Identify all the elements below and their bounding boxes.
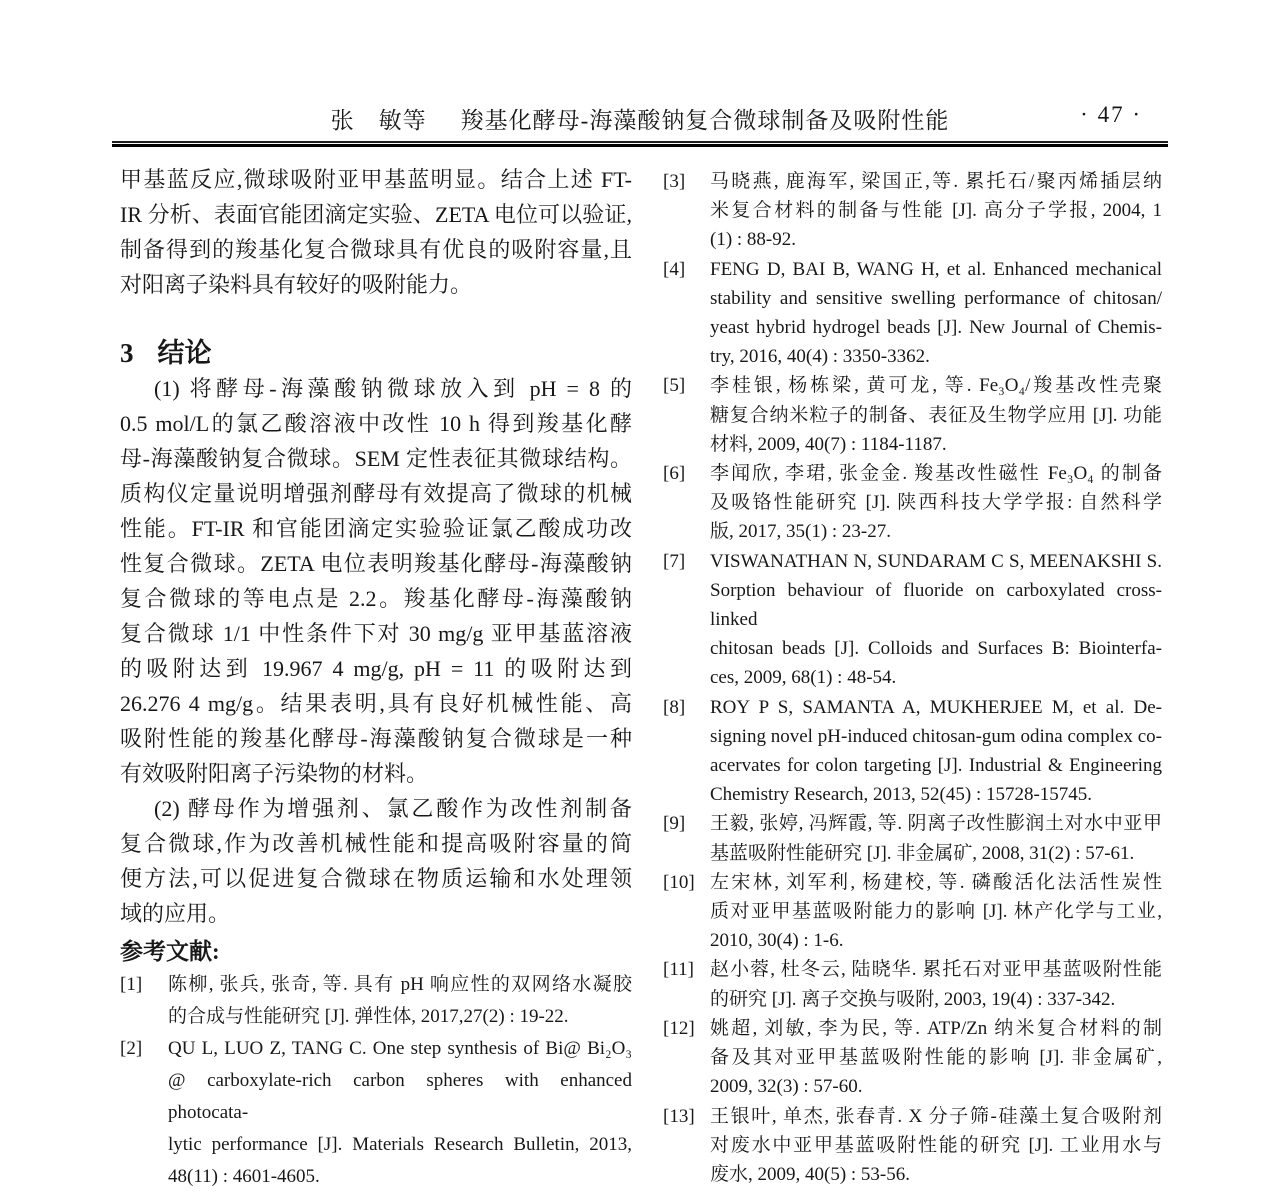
reference-item (663, 371, 1162, 459)
reference-line: VISWANATHAN N, SUNDARAM C S, MEENAKSHI S. (710, 550, 1162, 572)
reference-line: lytic performance [J]. Materials Research Bulletin, 2013, (168, 1134, 632, 1155)
section-title: 结论 (157, 338, 212, 368)
reference-line: 备及其对亚甲基蓝吸附性能的影响 [J]. 非金属矿, (710, 1047, 1162, 1069)
reference-list-left (120, 969, 632, 1193)
reference-item (120, 1033, 632, 1193)
reference-line: 李闻欣, 李珺, 张金金. 羧基改性磁性 Fe₃O₄ 的制备 (710, 463, 1162, 485)
reference-line: 王毅, 张婷, 冯辉霞, 等. 阴离子改性膨润土对水中亚甲 (710, 813, 1162, 835)
reference-item (663, 1102, 1162, 1190)
text-line: 制备得到的羧基化复合微球具有优良的吸附容量,且 (120, 237, 632, 262)
reference-line: 陈柳, 张兵, 张奇, 等. 具有 pH 响应性的双网络水凝胶 (168, 974, 632, 995)
conclusion-paragraph-1 (120, 371, 632, 791)
reference-line: 2009, 32(3) : 57-60. (710, 1076, 863, 1098)
reference-line: stability and sensitive swelling performance of chitosan/ (710, 287, 1162, 309)
reference-line: 马晓燕, 鹿海军, 梁国正,等. 累托石/聚丙烯插层纳 (710, 171, 1162, 192)
reference-text (710, 693, 1162, 810)
text-line: (1) 将酵母-海藻酸钠微球放入到 pH = 8 的 (154, 376, 632, 401)
reference-item (663, 547, 1162, 693)
reference-line: 王银叶, 单杰, 张春青. X 分子筛-硅藻土复合吸附剂 (710, 1105, 1162, 1127)
reference-label: [11] (663, 959, 694, 981)
reference-line: signing novel pH-induced chitosan-gum odina complex co- (710, 725, 1162, 747)
right-column (663, 165, 1162, 1189)
reference-line: 姚超, 刘敏, 李为民, 等. ATP/Zn 纳米复合材料的制 (710, 1017, 1162, 1039)
running-head-title: 羧基化酵母-海藻酸钠复合微球制备及吸附性能 (460, 108, 950, 133)
reference-text (710, 371, 1162, 459)
text-line: 0.5 mol/L的氯乙酸溶液中改性 10 h 得到羧基化酵 (120, 411, 632, 436)
text-line: 对阳离子染料具有较好的吸附能力。 (120, 272, 473, 297)
reference-text (710, 809, 1162, 867)
reference-text (710, 459, 1162, 547)
reference-text (168, 969, 632, 1033)
reference-label: [9] (663, 813, 686, 835)
reference-label: [7] (663, 550, 686, 572)
reference-text (168, 1033, 632, 1193)
text-line: 性能。FT-IR 和官能团滴定实验验证氯乙酸成功改 (120, 516, 632, 541)
reference-label: [4] (663, 258, 686, 280)
page-number: · 47 · (1080, 102, 1142, 127)
references-heading: 参考文献: (120, 939, 220, 964)
text-line: 复合微球,作为改善机械性能和提高吸附容量的简 (120, 831, 632, 856)
reference-item (120, 969, 632, 1033)
reference-line: chitosan beads [J]. Colloids and Surfaces B: Biointerfa- (710, 638, 1162, 660)
reference-text (710, 868, 1162, 956)
reference-label: [13] (663, 1105, 695, 1127)
reference-line: @ carboxylate-rich carbon spheres with enhanced photocata- (168, 1070, 632, 1123)
reference-label: [3] (663, 171, 686, 192)
reference-label: [10] (663, 871, 695, 893)
reference-line: 对废水中亚甲基蓝吸附性能的研究 [J]. 工业用水与 (710, 1134, 1162, 1156)
text-line: 母-海藻酸钠复合微球。SEM 定性表征其微球结构。 (120, 446, 632, 471)
text-line: 的吸附达到 19.967 4 mg/g, pH = 11 的吸附达到 (120, 656, 632, 681)
reference-item (663, 809, 1162, 867)
reference-line: 基蓝吸附性能研究 [J]. 非金属矿, 2008, 31(2) : 57-61. (710, 842, 1135, 864)
reference-item (663, 955, 1162, 1013)
reference-item (663, 167, 1162, 255)
reference-label: [12] (663, 1017, 695, 1039)
reference-line: yeast hybrid hydrogel beads [J]. New Journal of Chemis- (710, 317, 1162, 339)
reference-label: [5] (663, 375, 686, 397)
reference-line: 的合成与性能研究 [J]. 弹性体, 2017,27(2) : 19-22. (168, 1006, 569, 1027)
reference-item (663, 693, 1162, 810)
reference-line: 质对亚甲基蓝吸附能力的影响 [J]. 林产化学与工业, (710, 901, 1162, 923)
section-heading (120, 335, 632, 371)
reference-line: 48(11) : 4601-4605. (168, 1166, 320, 1187)
text-line: 便方法,可以促进复合微球在物质运输和水处理领 (120, 866, 632, 891)
reference-item (663, 459, 1162, 547)
running-head-authors: 张 敏等 (330, 108, 427, 133)
text-line: 复合微球 1/1 中性条件下对 30 mg/g 亚甲基蓝溶液 (120, 621, 632, 646)
reference-label: [1] (120, 974, 143, 995)
reference-item (663, 255, 1162, 372)
text-line: 质构仪定量说明增强剂酵母有效提高了微球的机械 (120, 481, 632, 506)
text-line: 甲基蓝反应,微球吸附亚甲基蓝明显。结合上述 FT- (120, 167, 632, 192)
reference-line: try, 2016, 40(4) : 3350-3362. (710, 346, 930, 368)
reference-line: 米复合材料的制备与性能 [J]. 高分子学报, 2004, 1 (710, 200, 1162, 222)
reference-item (663, 868, 1162, 956)
reference-line: 李桂银, 杨栋梁, 黄可龙, 等. Fe₃O₄/羧基改性壳聚 (710, 375, 1162, 397)
reference-line: 糖复合纳米粒子的制备、表征及生物学应用 [J]. 功能 (710, 404, 1162, 426)
text-line: IR 分析、表面官能团滴定实验、ZETA 电位可以验证, (120, 202, 632, 227)
reference-line: (1) : 88-92. (710, 229, 797, 251)
reference-line: 的研究 [J]. 离子交换与吸附, 2003, 19(4) : 337-342. (710, 988, 1116, 1010)
reference-line: 废水, 2009, 40(5) : 53-56. (710, 1163, 911, 1185)
reference-line: ces, 2009, 68(1) : 48-54. (710, 667, 897, 689)
reference-text (710, 1014, 1162, 1102)
reference-text (710, 955, 1162, 1013)
reference-item (663, 1014, 1162, 1102)
reference-line: 2010, 30(4) : 1-6. (710, 930, 844, 952)
text-line: 复合微球的等电点是 2.2。羧基化酵母-海藻酸钠 (120, 586, 632, 611)
reference-list-right (663, 167, 1162, 1189)
text-line: 吸附性能的羧基化酵母-海藻酸钠复合微球是一种 (120, 726, 632, 751)
text-line: (2) 酵母作为增强剂、氯乙酸作为改性剂制备 (154, 796, 632, 821)
reference-line: 材料, 2009, 40(7) : 1184-1187. (710, 433, 947, 455)
text-line: 域的应用。 (120, 901, 231, 926)
intro-paragraph (120, 162, 632, 302)
section-number: 3 (120, 338, 134, 368)
reference-line: 赵小蓉, 杜冬云, 陆晓华. 累托石对亚甲基蓝吸附性能 (710, 959, 1162, 981)
reference-label: [2] (120, 1038, 143, 1059)
reference-label: [8] (663, 696, 686, 718)
reference-label: [6] (663, 463, 686, 485)
reference-line: Chemistry Research, 2013, 52(45) : 15728-15745. (710, 784, 1093, 806)
reference-line: 版, 2017, 35(1) : 23-27. (710, 521, 892, 543)
left-column (120, 162, 632, 1193)
text-line: 有效吸附阳离子污染物的材料。 (120, 761, 429, 786)
reference-line: acervates for colon targeting [J]. Industrial & Engineering (710, 755, 1162, 777)
reference-line: 左宋林, 刘军利, 杨建校, 等. 磷酸活化法活性炭性 (710, 871, 1162, 893)
header-rule (112, 141, 1168, 147)
reference-text (710, 547, 1162, 693)
reference-line: 及吸铬性能研究 [J]. 陕西科技大学学报: 自然科学 (710, 492, 1162, 514)
reference-line: QU L, LUO Z, TANG C. One step synthesis of Bi@ Bi₂O₃ (168, 1038, 632, 1059)
reference-text (710, 167, 1162, 255)
text-line: 26.276 4 mg/g。结果表明,具有良好机械性能、高 (120, 691, 632, 716)
reference-line: ROY P S, SAMANTA A, MUKHERJEE M, et al. De- (710, 696, 1162, 718)
reference-line: FENG D, BAI B, WANG H, et al. Enhanced mechanical (710, 258, 1162, 280)
text-line: 性复合微球。ZETA 电位表明羧基化酵母-海藻酸钠 (120, 551, 632, 576)
reference-text (710, 255, 1162, 372)
reference-line: Sorption behaviour of fluoride on carboxylated cross-linked (710, 579, 1162, 631)
reference-text (710, 1102, 1162, 1190)
conclusion-paragraph-2 (120, 791, 632, 931)
